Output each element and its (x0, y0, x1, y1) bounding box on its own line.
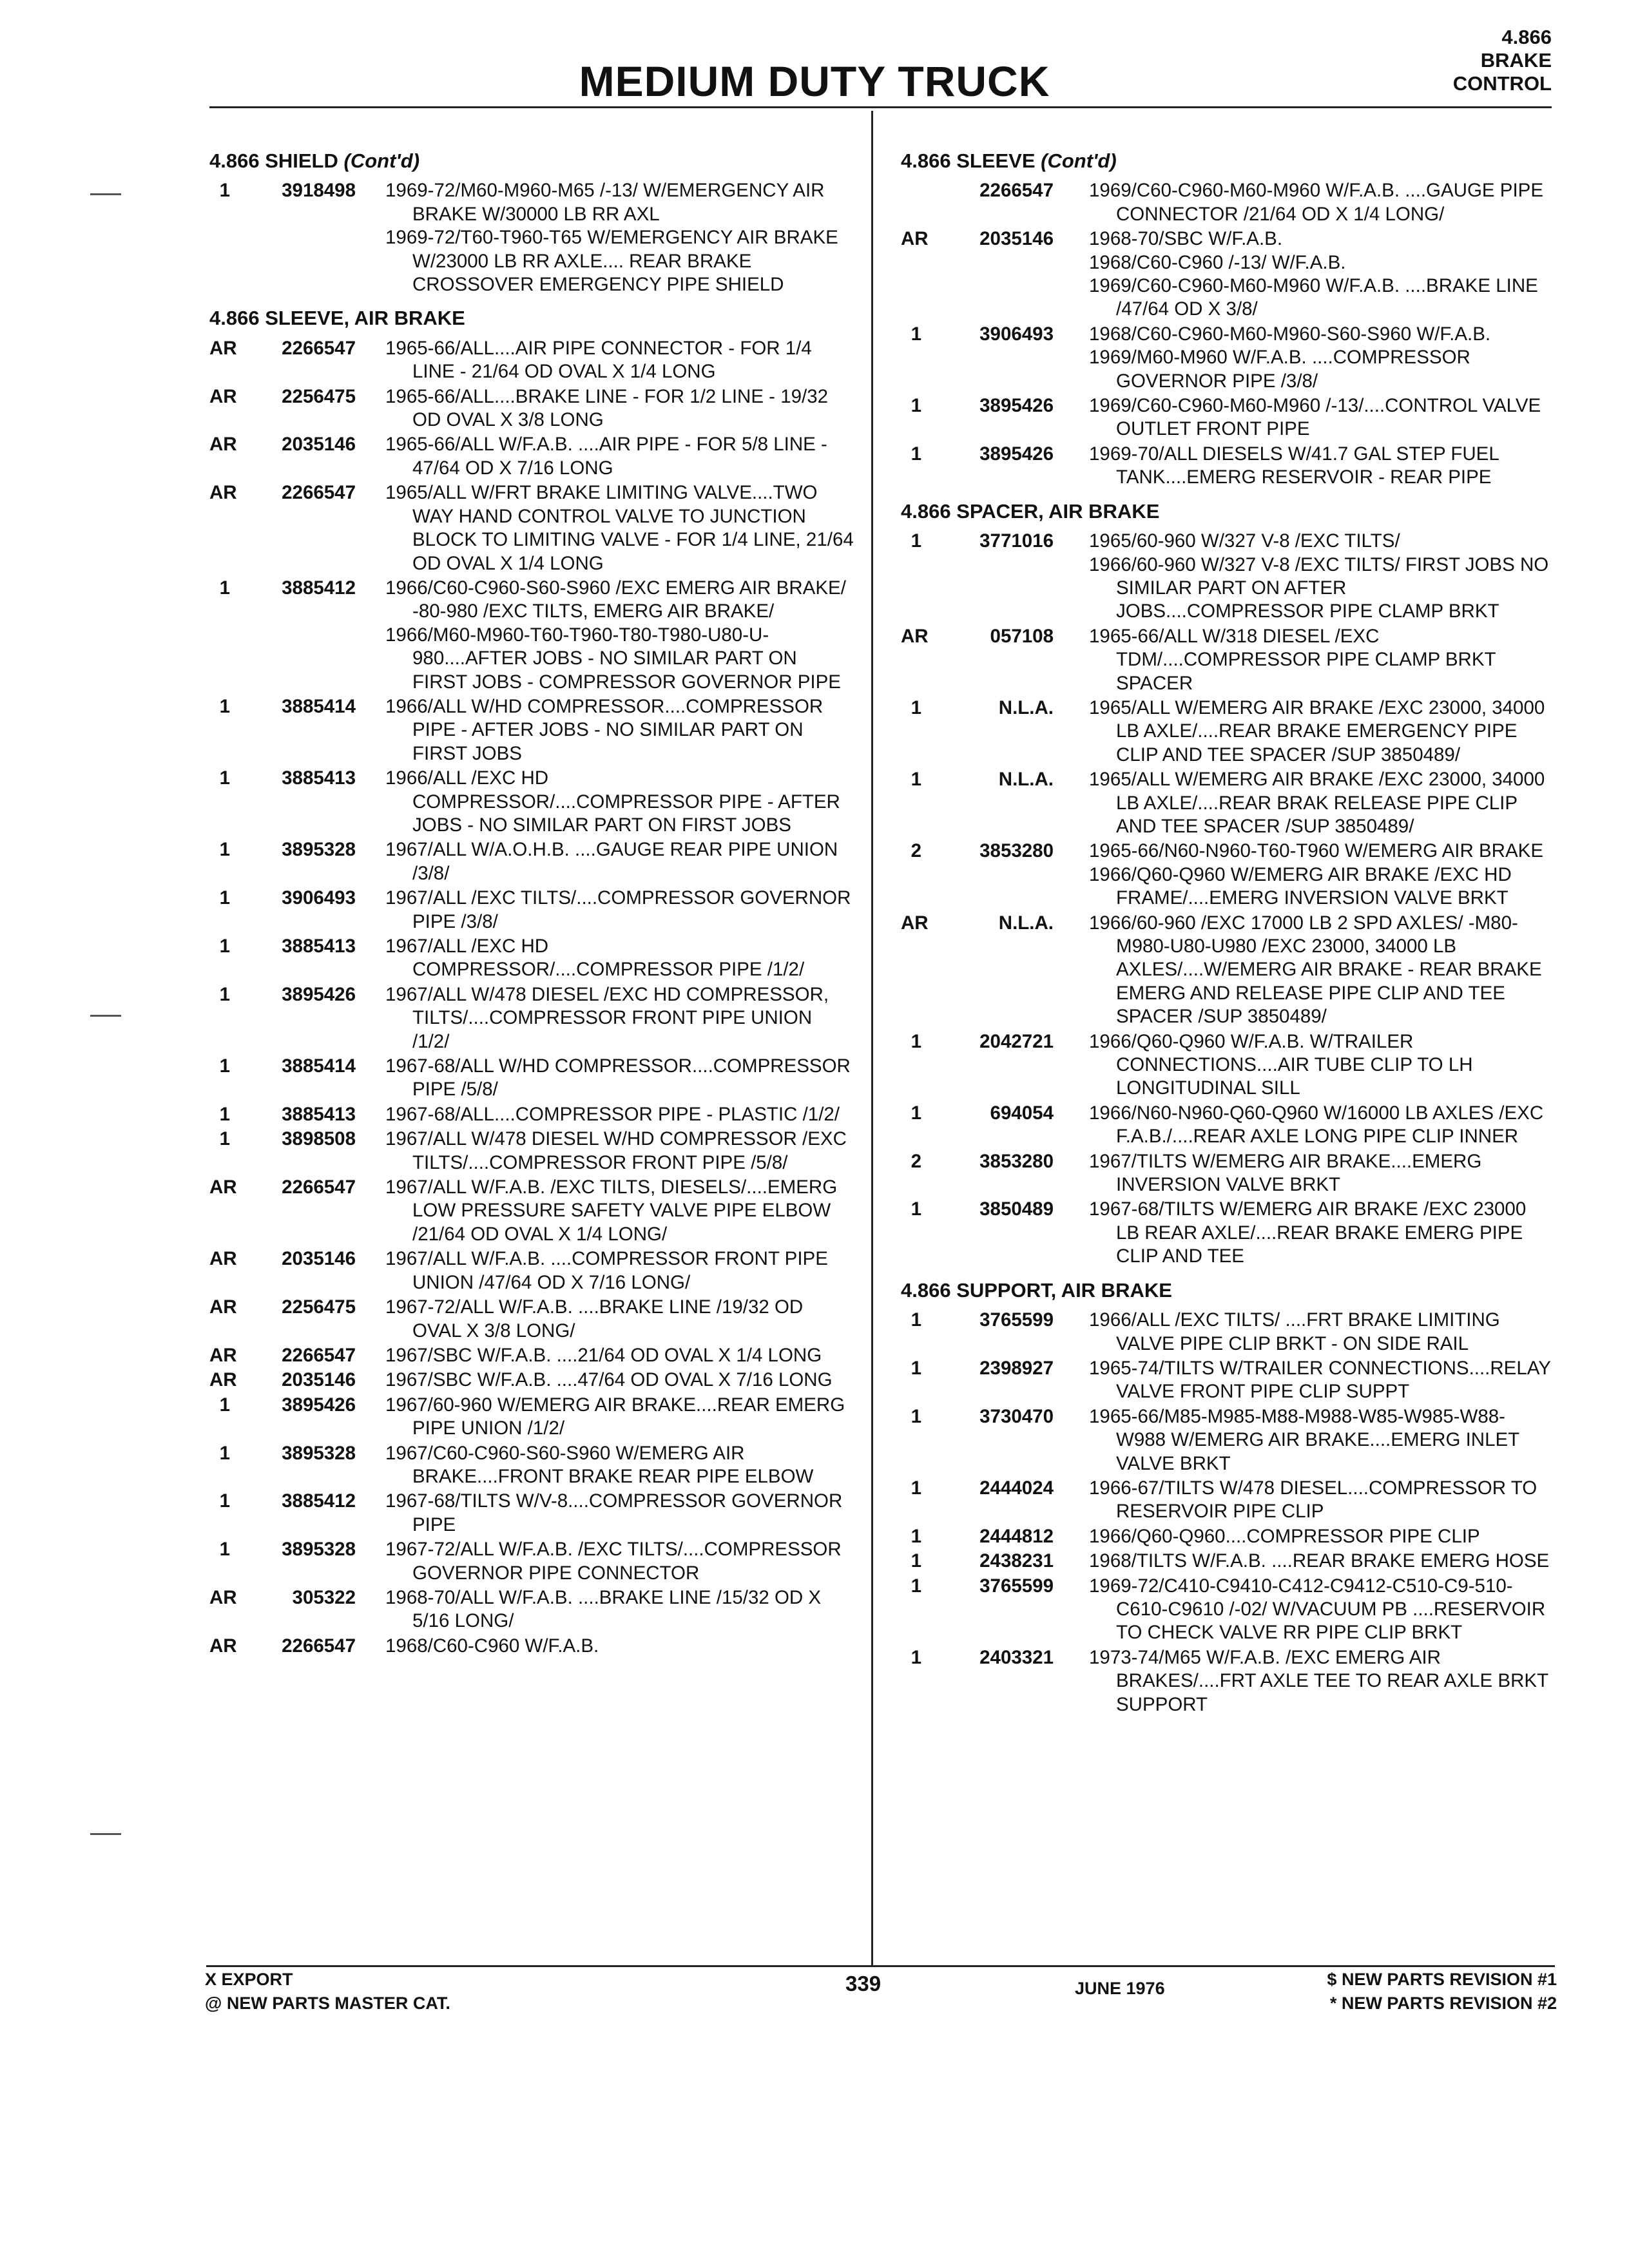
margin-mark (90, 1833, 121, 1835)
description-line: 1966/ALL /EXC HD COMPRESSOR/....COMPRESSOR PIPE - AFTER JOBS - NO SIMILAR PART ON FIRST JOBS (385, 767, 840, 836)
part-description (385, 1296, 854, 1343)
section-line-2: BRAKE (1480, 49, 1552, 72)
quantity: 1 (911, 769, 921, 791)
description-line: 1967/ALL W/F.A.B. ....COMPRESSOR FRONT PIPE UNION /47/64 OD X 7/16 LONG/ (385, 1248, 828, 1293)
part-description (385, 1394, 854, 1441)
part-description (385, 1490, 854, 1537)
part-number: 2444812 (979, 1525, 1054, 1547)
heading-text: 4.866 SPACER, AIR BRAKE (901, 499, 1160, 523)
description-line: 1967-68/TILTS W/V-8....COMPRESSOR GOVERNOR PIPE (385, 1490, 843, 1535)
part-number: 2444024 (979, 1477, 1054, 1499)
quantity: AR (209, 1635, 237, 1657)
quantity: 1 (911, 1477, 921, 1499)
part-number: 3885413 (282, 767, 356, 789)
page-number: 339 (845, 1972, 882, 1995)
footer-export-note: X EXPORT (205, 1970, 293, 1989)
part-entry (901, 1405, 1552, 1475)
part-entry (209, 337, 854, 384)
part-description (385, 1538, 854, 1585)
part-number: 057108 (990, 625, 1054, 647)
section-heading (901, 500, 1552, 523)
part-number: N.L.A. (998, 769, 1054, 791)
part-number: 2266547 (282, 337, 356, 359)
part-number: 3918498 (282, 180, 356, 202)
part-number: 3765599 (979, 1575, 1054, 1597)
description-line: 1965-74/TILTS W/TRAILER CONNECTIONS....RELAY VALVE FRONT PIPE CLIP SUPPT (1089, 1357, 1551, 1403)
part-description (385, 433, 854, 480)
part-description (385, 887, 854, 934)
part-description (385, 1055, 854, 1102)
part-description (1089, 1405, 1552, 1475)
part-number: 3771016 (979, 530, 1054, 552)
part-number: 2256475 (282, 1296, 356, 1318)
section-line-3: CONTROL (1452, 72, 1552, 95)
section-heading (901, 149, 1552, 173)
quantity: 1 (911, 1646, 921, 1668)
quantity: 1 (219, 887, 230, 909)
part-entry (209, 577, 854, 694)
part-entry (901, 323, 1552, 393)
part-entry (901, 1357, 1552, 1404)
part-description (1089, 1357, 1552, 1404)
description-line: 1966/ALL W/HD COMPRESSOR....COMPRESSOR PIPE - AFTER JOBS - NO SIMILAR PART ON FIRST JOBS (385, 695, 824, 764)
description-line: 1967/SBC W/F.A.B. ....47/64 OD OVAL X 7/16 LONG (385, 1369, 833, 1391)
part-entry (901, 1102, 1552, 1149)
quantity: 1 (219, 1539, 230, 1561)
part-entry (209, 767, 854, 837)
part-number: 3898508 (282, 1128, 356, 1150)
part-number: 2438231 (979, 1550, 1054, 1572)
description-line: 1967/TILTS W/EMERG AIR BRAKE....EMERG INVERSION VALVE BRKT (1089, 1150, 1482, 1196)
part-description (1089, 1646, 1552, 1716)
part-entry (901, 179, 1552, 226)
part-description (385, 1176, 854, 1246)
part-number: 3895426 (979, 443, 1054, 465)
footer-revision-2: * NEW PARTS REVISION #2 (1329, 1994, 1557, 2013)
part-description (385, 1128, 854, 1175)
part-description (385, 179, 854, 296)
part-entry (209, 1103, 854, 1126)
part-description (385, 385, 854, 432)
quantity: 1 (219, 767, 230, 789)
quantity: AR (209, 1177, 237, 1198)
part-entry (209, 1369, 854, 1392)
description-line: 1966/ALL /EXC TILTS/ ....FRT BRAKE LIMITING VALVE PIPE CLIP BRKT - ON SIDE RAIL (1089, 1309, 1500, 1354)
description-line: 1967/ALL W/478 DIESEL /EXC HD COMPRESSOR, TILTS/....COMPRESSOR FRONT PIPE UNION /1/2/ (385, 983, 829, 1052)
quantity: 1 (911, 1030, 921, 1052)
part-description (1089, 768, 1552, 838)
part-entry (901, 1477, 1552, 1524)
part-description (385, 1586, 854, 1633)
quantity: 1 (219, 1103, 230, 1125)
part-entry (901, 697, 1552, 767)
footer-master-cat-note: @ NEW PARTS MASTER CAT. (205, 1994, 450, 2013)
description-line: 1973-74/M65 W/F.A.B. /EXC EMERG AIR BRAKES/....FRT AXLE TEE TO REAR AXLE BRKT SUPPORT (1089, 1646, 1548, 1715)
part-description (385, 481, 854, 575)
part-entry (209, 1442, 854, 1489)
description-line: 1967-68/ALL W/HD COMPRESSOR....COMPRESSOR PIPE /5/8/ (385, 1055, 851, 1100)
part-number: N.L.A. (998, 912, 1054, 934)
part-description (1089, 323, 1552, 393)
part-entry (209, 1247, 854, 1294)
part-entry (901, 227, 1552, 322)
part-entry (209, 1296, 854, 1343)
quantity: 1 (911, 1102, 921, 1124)
part-entry (209, 1538, 854, 1585)
part-number: N.L.A. (998, 697, 1054, 718)
description-line: 1965/ALL W/FRT BRAKE LIMITING VALVE....TWO WAY HAND CONTROL VALVE TO JUNCTION BLOCK TO LIMITING VALVE - FOR 1/4 LINE, 21/64 OD OVAL X 1/4 LONG (385, 482, 854, 574)
quantity: 1 (219, 1055, 230, 1077)
description-line: 1965-66/ALL W/F.A.B. ....AIR PIPE - FOR 5/8 LINE - 47/64 OD X 7/16 LONG (385, 434, 827, 479)
continued-label: (Cont'd) (343, 149, 420, 172)
continued-label: (Cont'd) (1041, 149, 1117, 172)
part-entry (209, 983, 854, 1053)
quantity: 1 (219, 577, 230, 599)
part-number: 2266547 (282, 1344, 356, 1366)
description-line: 1966/Q60-Q960 W/EMERG AIR BRAKE /EXC HD FRAME/....EMERG INVERSION VALVE BRKT (1089, 863, 1512, 909)
quantity: 1 (219, 180, 230, 202)
part-number: 2035146 (282, 1248, 356, 1270)
description-line: 1966/C60-C960-S60-S960 /EXC EMERG AIR BRAKE/ -80-980 /EXC TILTS, EMERG AIR BRAKE/ (385, 577, 846, 622)
description-line: 1965/60-960 W/327 V-8 /EXC TILTS/ (1089, 530, 1400, 552)
part-number: 305322 (292, 1586, 356, 1608)
part-entry (901, 1309, 1552, 1356)
description-line: 1965/ALL W/EMERG AIR BRAKE /EXC 23000, 34000 LB AXLE/....REAR BRAK RELEASE PIPE CLIP AND TEE SPACER /SUP 3850489/ (1089, 769, 1545, 837)
part-description (1089, 227, 1552, 322)
description-line: 1969-72/C410-C9410-C412-C9412-C510-C9-510-C610-C9610 /-02/ W/VACUUM PB ....RESERVOIR TO CHECK VALVE RR PIPE CLIP BRKT (1089, 1575, 1546, 1644)
part-entry (209, 179, 854, 296)
part-number: 3885412 (282, 577, 356, 599)
quantity: 1 (219, 1128, 230, 1150)
part-description (385, 1369, 854, 1392)
description-line: 1966/Q60-Q960....COMPRESSOR PIPE CLIP (1089, 1525, 1480, 1547)
part-entry (901, 1198, 1552, 1268)
left-column (209, 149, 854, 1659)
description-line: 1968-70/ALL W/F.A.B. ....BRAKE LINE /15/32 OD X 5/16 LONG/ (385, 1586, 822, 1632)
description-line: 1968/C60-C960-M60-M960-S60-S960 W/F.A.B. (1089, 323, 1491, 345)
heading-text: 4.866 SHIELD (209, 149, 338, 172)
part-number: 2398927 (979, 1357, 1054, 1379)
part-number: 2266547 (282, 1177, 356, 1198)
description-line: 1967/SBC W/F.A.B. ....21/64 OD OVAL X 1/4 LONG (385, 1344, 822, 1366)
quantity: 1 (911, 395, 921, 417)
description-line: 1967-72/ALL W/F.A.B. ....BRAKE LINE /19/32 OD OVAL X 3/8 LONG/ (385, 1296, 804, 1341)
part-number: 2403321 (979, 1646, 1054, 1668)
quantity: 1 (219, 1490, 230, 1512)
description-line: 1967-72/ALL W/F.A.B. /EXC TILTS/....COMPRESSOR GOVERNOR PIPE CONNECTOR (385, 1539, 842, 1584)
part-description (1089, 1477, 1552, 1524)
description-line: 1967-68/TILTS W/EMERG AIR BRAKE /EXC 23000 LB REAR AXLE/....REAR BRAKE EMERG PIPE CLIP AND TEE (1089, 1198, 1527, 1267)
description-line: 1965-66/ALL....BRAKE LINE - FOR 1/2 LINE - 19/32 OD OVAL X 3/8 LONG (385, 385, 829, 431)
part-entry (209, 385, 854, 432)
quantity: 1 (911, 443, 921, 465)
quantity: AR (209, 1369, 237, 1391)
part-description (1089, 179, 1552, 226)
description-line: 1969/C60-C960-M60-M960 W/F.A.B. ....BRAKE LINE /47/64 OD X 3/8/ (1089, 275, 1538, 320)
part-number: 3906493 (979, 323, 1054, 345)
quantity: AR (901, 228, 929, 250)
part-description (1089, 1150, 1552, 1197)
description-line: 1968-70/SBC W/F.A.B. (1089, 228, 1283, 250)
quantity: 1 (911, 1198, 921, 1220)
description-line: 1967/ALL W/478 DIESEL W/HD COMPRESSOR /EXC TILTS/....COMPRESSOR FRONT PIPE /5/8/ (385, 1128, 847, 1173)
description-line: 1967/60-960 W/EMERG AIR BRAKE....REAR EMERG PIPE UNION /1/2/ (385, 1394, 845, 1439)
part-number: 3730470 (979, 1405, 1054, 1427)
description-line: 1966/60-960 W/327 V-8 /EXC TILTS/ FIRST JOBS NO SIMILAR PART ON AFTER JOBS....COMPRESSOR PIPE CLAMP BRKT (1089, 553, 1549, 622)
quantity: AR (209, 385, 237, 407)
part-entry (209, 1055, 854, 1102)
description-line: 1968/C60-C960 /-13/ W/F.A.B. (1089, 251, 1346, 273)
heading-text: 4.866 SLEEVE (901, 149, 1036, 172)
description-line: 1969-70/ALL DIESELS W/41.7 GAL STEP FUEL TANK....EMERG RESERVOIR - REAR PIPE (1089, 443, 1499, 488)
part-entry (209, 481, 854, 575)
quantity: 1 (219, 936, 230, 957)
part-entry (209, 1586, 854, 1633)
part-entry (209, 935, 854, 982)
part-number: 3895328 (282, 1442, 356, 1464)
part-entry (901, 1550, 1552, 1573)
quantity: 1 (911, 1405, 921, 1427)
part-description (385, 577, 854, 694)
part-description (1089, 840, 1552, 910)
part-number: 2266547 (979, 180, 1054, 202)
heading-text: 4.866 SLEEVE, AIR BRAKE (209, 307, 465, 330)
quantity: AR (901, 625, 929, 647)
quantity: AR (209, 1248, 237, 1270)
part-number: 3895426 (979, 395, 1054, 417)
part-description (1089, 625, 1552, 695)
part-entry (901, 912, 1552, 1029)
quantity (901, 179, 921, 226)
part-description (1089, 1525, 1552, 1548)
description-line: 1969/M60-M960 W/F.A.B. ....COMPRESSOR GOVERNOR PIPE /3/8/ (1089, 347, 1470, 392)
part-number: 3906493 (282, 887, 356, 909)
header-rule (209, 106, 1552, 108)
description-line: 1969-72/M60-M960-M65 /-13/ W/EMERGENCY AIR BRAKE W/30000 LB RR AXL (385, 180, 825, 225)
part-number: 3895328 (282, 839, 356, 861)
part-description (1089, 912, 1552, 1029)
right-column (901, 149, 1552, 1718)
part-number: 2035146 (282, 1369, 356, 1391)
part-entry (901, 1150, 1552, 1197)
part-description (385, 1103, 854, 1126)
part-number: 3853280 (979, 840, 1054, 862)
part-number: 3850489 (979, 1198, 1054, 1220)
column-divider (871, 111, 873, 1965)
footer-rule (206, 1965, 1555, 1967)
part-description (1089, 530, 1552, 624)
footer-revision-1: $ NEW PARTS REVISION #1 (1327, 1970, 1557, 1989)
part-entry (901, 840, 1552, 910)
part-description (1089, 1309, 1552, 1356)
part-entry (901, 394, 1552, 441)
quantity: AR (209, 434, 237, 456)
part-entry (209, 887, 854, 934)
part-entry (209, 1490, 854, 1537)
part-number: 3885414 (282, 695, 356, 717)
description-line: 1967/ALL W/F.A.B. /EXC TILTS, DIESELS/....EMERG LOW PRESSURE SAFETY VALVE PIPE ELBOW /21/64 OD OVAL X 1/4 LONG/ (385, 1177, 838, 1245)
part-description (1089, 394, 1552, 441)
part-description (1089, 1575, 1552, 1645)
quantity: 1 (219, 983, 230, 1005)
part-entry (901, 625, 1552, 695)
section-heading (901, 1279, 1552, 1302)
page-title: MEDIUM DUTY TRUCK (579, 57, 1050, 105)
description-line: 1967/C60-C960-S60-S960 W/EMERG AIR BRAKE....FRONT BRAKE REAR PIPE ELBOW (385, 1442, 814, 1487)
part-entry (901, 1030, 1552, 1100)
description-line: 1969/C60-C960-M60-M960 W/F.A.B. ....GAUGE PIPE CONNECTOR /21/64 OD X 1/4 LONG/ (1089, 180, 1543, 225)
part-description (385, 337, 854, 384)
description-line: 1966-67/TILTS W/478 DIESEL....COMPRESSOR TO RESERVOIR PIPE CLIP (1089, 1477, 1537, 1523)
part-entry (209, 1635, 854, 1658)
description-line: 1966/M60-M960-T60-T960-T80-T980-U80-U-980....AFTER JOBS - NO SIMILAR PART ON FIRST JOBS - COMPRESSOR GOVERNOR PIPE (385, 624, 841, 693)
part-number: 2042721 (979, 1030, 1054, 1052)
part-number: 3765599 (979, 1309, 1054, 1331)
description-line: 1967/ALL /EXC TILTS/....COMPRESSOR GOVERNOR PIPE /3/8/ (385, 887, 851, 932)
quantity: AR (209, 1344, 237, 1366)
part-entry (209, 695, 854, 765)
quantity: AR (209, 337, 237, 359)
part-number: 2266547 (282, 482, 356, 504)
part-entry (209, 1394, 854, 1441)
section-number: 4.866 (1501, 26, 1552, 48)
part-description (385, 983, 854, 1053)
footer-legend-right (1327, 1968, 1557, 2015)
description-line: 1966/N60-N960-Q60-Q960 W/16000 LB AXLES /EXC F.A.B./....REAR AXLE LONG PIPE CLIP INNER (1089, 1102, 1544, 1148)
quantity: 1 (911, 530, 921, 552)
quantity: 1 (219, 1442, 230, 1464)
part-description (1089, 1550, 1552, 1573)
part-description (1089, 1102, 1552, 1149)
part-entry (901, 1575, 1552, 1645)
part-entry (209, 1176, 854, 1246)
part-description (385, 1344, 854, 1367)
part-description (1089, 1030, 1552, 1100)
publication-date: JUNE 1976 (1075, 1979, 1165, 1998)
part-number: 3885413 (282, 936, 356, 957)
quantity: 1 (911, 1550, 921, 1572)
description-line: 1967/ALL W/A.O.H.B. ....GAUGE REAR PIPE UNION /3/8/ (385, 839, 838, 884)
part-number: 3885414 (282, 1055, 356, 1077)
part-number: 3895426 (282, 983, 356, 1005)
quantity: AR (209, 482, 237, 504)
margin-mark (90, 1015, 121, 1017)
part-number: 2035146 (979, 228, 1054, 250)
description-line: 1968/TILTS W/F.A.B. ....REAR BRAKE EMERG HOSE (1089, 1550, 1550, 1572)
part-description (1089, 1198, 1552, 1268)
description-line: 1969-72/T60-T960-T65 W/EMERGENCY AIR BRAKE W/23000 LB RR AXLE.... REAR BRAKE CROSSOVER EMERGENCY PIPE SHIELD (385, 227, 838, 296)
description-line: 1965-66/M85-M985-M88-M988-W85-W985-W88-W988 W/EMERG AIR BRAKE....EMERG INLET VALVE BRKT (1089, 1405, 1519, 1474)
quantity: 1 (911, 1309, 921, 1331)
description-line: 1966/Q60-Q960 W/F.A.B. W/TRAILER CONNECTIONS....AIR TUBE CLIP TO LH LONGITUDINAL SILL (1089, 1030, 1473, 1099)
quantity: 1 (911, 1357, 921, 1379)
quantity: 1 (911, 1575, 921, 1597)
quantity: 1 (911, 1525, 921, 1547)
part-description (385, 767, 854, 837)
part-description (385, 1247, 854, 1294)
description-line: 1968/C60-C960 W/F.A.B. (385, 1635, 599, 1657)
part-number: 3895328 (282, 1539, 356, 1561)
quantity: AR (209, 1586, 237, 1608)
part-description (385, 838, 854, 885)
heading-text: 4.866 SUPPORT, AIR BRAKE (901, 1278, 1172, 1302)
description-line: 1965-66/N60-N960-T60-T960 W/EMERG AIR BRAKE (1089, 840, 1544, 862)
part-description (385, 1442, 854, 1489)
description-line: 1969/C60-C960-M60-M960 /-13/....CONTROL VALVE OUTLET FRONT PIPE (1089, 395, 1541, 440)
part-entry (209, 1128, 854, 1175)
quantity: 2 (911, 840, 921, 862)
part-entry (901, 1525, 1552, 1548)
part-entry (901, 443, 1552, 490)
part-number: 2266547 (282, 1635, 356, 1657)
part-number: 2256475 (282, 385, 356, 407)
quantity: 1 (219, 1394, 230, 1416)
part-number: 2035146 (282, 434, 356, 456)
part-entry (901, 768, 1552, 838)
part-entry (901, 530, 1552, 624)
description-line: 1965-66/ALL....AIR PIPE CONNECTOR - FOR 1/4 LINE - 21/64 OD OVAL X 1/4 LONG (385, 337, 812, 383)
part-number: 3885412 (282, 1490, 356, 1512)
part-number: 3853280 (979, 1150, 1054, 1172)
section-heading (209, 149, 854, 173)
description-line: 1966/60-960 /EXC 17000 LB 2 SPD AXLES/ -M80-M980-U80-U980 /EXC 23000, 34000 LB AXLES/....W/EMERG AIR BRAKE - REAR BRAKE EMERG AND RELEASE PIPE CLIP AND TEE SPACER /SUP 3850489/ (1089, 912, 1542, 1028)
part-entry (209, 433, 854, 480)
part-number: 3885413 (282, 1103, 356, 1125)
quantity: AR (901, 912, 929, 934)
quantity: 1 (911, 323, 921, 345)
quantity: 1 (219, 839, 230, 861)
description-line: 1967/ALL /EXC HD COMPRESSOR/....COMPRESSOR PIPE /1/2/ (385, 936, 805, 981)
footer-legend-left (205, 1968, 450, 2015)
margin-mark (90, 193, 121, 195)
part-description (1089, 697, 1552, 767)
quantity: 1 (911, 697, 921, 718)
part-number: 3895426 (282, 1394, 356, 1416)
quantity: 2 (911, 1150, 921, 1172)
description-line: 1967-68/ALL....COMPRESSOR PIPE - PLASTIC /1/2/ (385, 1103, 840, 1125)
description-line: 1965-66/ALL W/318 DIESEL /EXC TDM/....COMPRESSOR PIPE CLAMP BRKT SPACER (1089, 625, 1496, 694)
section-heading (209, 307, 854, 330)
part-number: 694054 (990, 1102, 1054, 1124)
quantity: AR (209, 1296, 237, 1318)
section-code (1453, 26, 1552, 95)
part-description (385, 695, 854, 765)
part-description (1089, 443, 1552, 490)
description-line: 1965/ALL W/EMERG AIR BRAKE /EXC 23000, 34000 LB AXLE/....REAR BRAKE EMERGENCY PIPE CLIP AND TEE SPACER /SUP 3850489/ (1089, 697, 1545, 765)
part-entry (209, 1344, 854, 1367)
part-description (385, 1635, 854, 1658)
quantity: 1 (219, 695, 230, 717)
part-description (385, 935, 854, 982)
part-entry (901, 1646, 1552, 1716)
part-entry (209, 838, 854, 885)
